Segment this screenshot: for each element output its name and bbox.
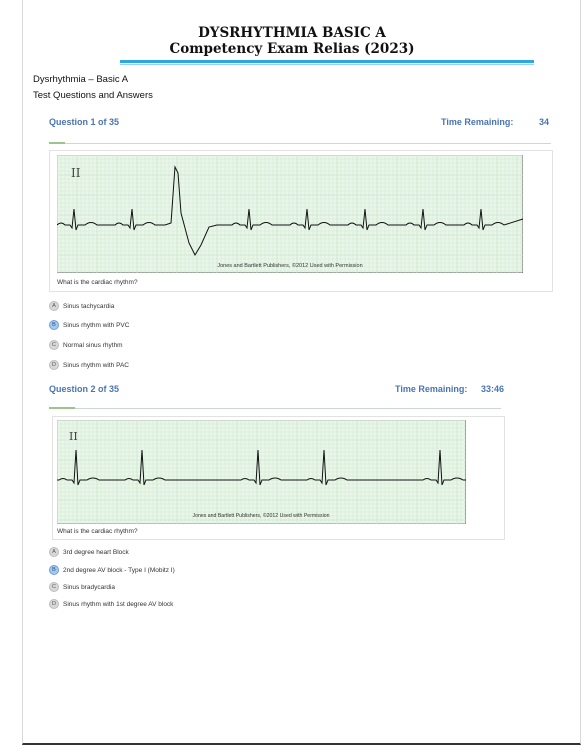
question-2-time-value: 33:46: [481, 384, 505, 394]
question-1-header: Question 1 of 35: [49, 117, 120, 127]
question-1-time-value: 34: [539, 117, 550, 127]
question-1-time-label: Time Remaining:: [441, 117, 514, 127]
document-subtitle: Competency Exam Relias (2023): [169, 41, 415, 57]
option-letter-badge-selected: B: [49, 565, 59, 575]
ecg-strip-1: [57, 155, 523, 273]
ecg-strip-2-credit: Jones and Bartlett Publishers, ©2012 Used with Permission: [192, 513, 330, 519]
question-2-option-a[interactable]: [49, 547, 129, 557]
option-label: Sinus rhythm with PVC: [63, 321, 130, 329]
question-1-option-c[interactable]: [49, 340, 123, 350]
option-letter-badge: D: [49, 360, 59, 370]
question-1-prompt: What is the cardiac rhythm?: [57, 279, 138, 286]
question-2-header: Question 2 of 35: [49, 384, 120, 394]
question-1-option-d[interactable]: [49, 360, 129, 370]
option-label: Sinus rhythm with 1st degree AV block: [63, 600, 174, 608]
course-description: Test Questions and Answers: [33, 90, 153, 101]
question-2-prompt: What is the cardiac rhythm?: [57, 528, 138, 535]
option-letter-badge: A: [49, 547, 59, 557]
question-2-option-b[interactable]: [49, 565, 175, 575]
option-label: Sinus rhythm with PAC: [63, 361, 129, 369]
document-title: DYSRHYTHMIA BASIC A: [198, 25, 386, 41]
question-2-progress-mark: [49, 407, 75, 409]
question-1-option-a[interactable]: [49, 301, 114, 311]
option-letter-badge: A: [49, 301, 59, 311]
option-label: 2nd degree AV block - Type I (Mobitz I): [63, 566, 175, 574]
option-label: Sinus bradycardia: [63, 583, 116, 591]
ecg-strip-2-lead: II: [69, 430, 78, 443]
course-name: Dysrhythmia – Basic A: [33, 74, 129, 85]
option-letter-badge: C: [49, 582, 59, 592]
option-letter-badge-selected: B: [49, 320, 59, 330]
option-label: Sinus tachycardia: [63, 302, 115, 310]
question-1-progress-mark: [49, 142, 65, 144]
option-label: 3rd degree heart Block: [63, 548, 129, 556]
option-label: Normal sinus rhythm: [63, 341, 123, 349]
question-2-option-d[interactable]: [49, 599, 173, 609]
page-frame: [22, 0, 581, 745]
question-2-rule: [49, 408, 501, 409]
question-1-rule: [49, 143, 551, 144]
ecg-strip-2: [57, 420, 466, 524]
ecg-strip-1-credit: Jones and Bartlett Publishers, ©2012 Used with Permission: [217, 263, 363, 269]
question-1-option-b[interactable]: [49, 320, 129, 330]
option-letter-badge: D: [49, 599, 59, 609]
title-rule-thin: [120, 64, 534, 65]
ecg-strip-1-lead: II: [71, 166, 81, 180]
question-2-time-label: Time Remaining:: [395, 384, 468, 394]
question-2-option-c[interactable]: [49, 582, 115, 592]
option-letter-badge: C: [49, 340, 59, 350]
title-rule: [120, 60, 534, 63]
